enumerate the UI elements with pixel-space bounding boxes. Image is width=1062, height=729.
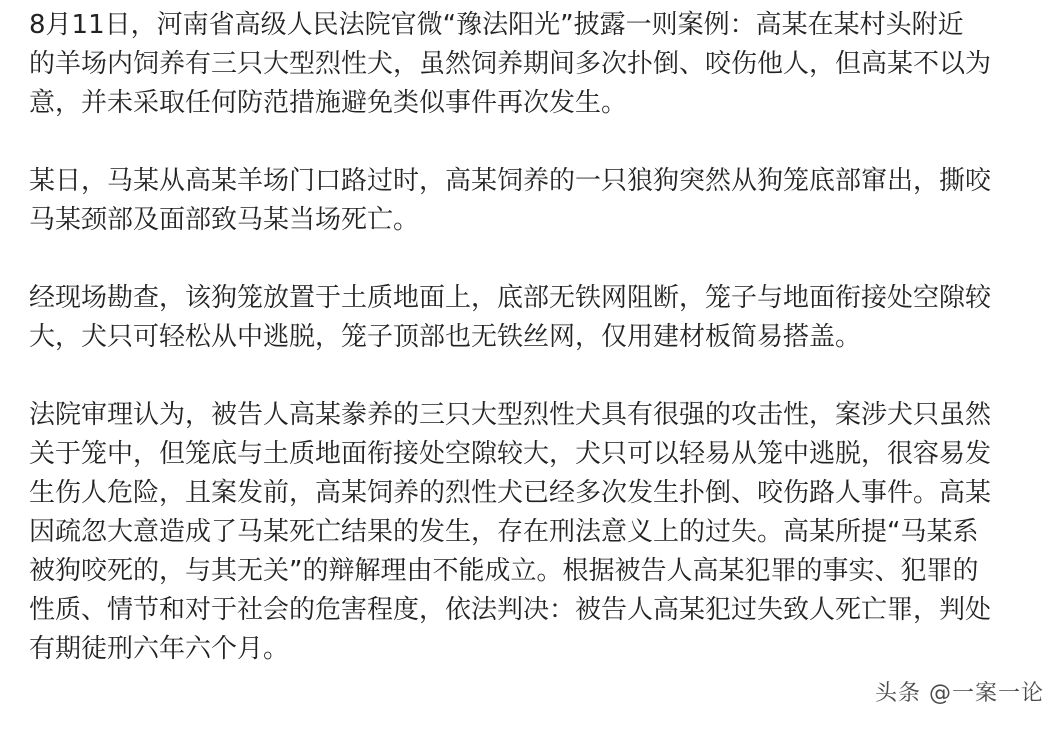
text-line: 某日，马某从高某羊场门口路过时，高某饲养的一只狼狗突然从狗笼底部窜出，撕咬 (29, 166, 992, 196)
text-line: 关于笼中，但笼底与土质地面衔接处空隙较大，犬只可以轻易从笼中逃脱，很容易发 (29, 439, 992, 469)
text-line: 经现场勘查，该狗笼放置于土质地面上，底部无铁网阻断，笼子与地面衔接处空隙较 (29, 283, 992, 313)
text-line: 性质、情节和对于社会的危害程度，依法判决：被告人高某犯过失致人死亡罪，判处 (29, 595, 992, 625)
text-line: 因疏忽大意造成了马某死亡结果的发生，存在刑法意义上的过失。高某所提“马某系 (29, 517, 979, 547)
paragraph-spacer (29, 357, 1053, 396)
paragraph-3 (29, 279, 1053, 357)
paragraph-1 (29, 6, 1053, 123)
text-line: 有期徒刑六年六个月。 (29, 634, 290, 664)
text-line: 8月11日，河南省高级人民法院官微“豫法阳光”披露一则案例：高某在某村头附近 (29, 10, 964, 40)
text-line: 马某颈部及面部致马某当场死亡。 (29, 205, 420, 235)
text-line: 法院审理认为，被告人高某豢养的三只大型烈性犬具有很强的攻击性，案涉犬只虽然 (29, 400, 992, 430)
paragraph-spacer (29, 123, 1053, 162)
text-line: 生伤人危险，且案发前，高某饲养的烈性犬已经多次发生扑倒、咬伤路人事件。高某 (29, 478, 992, 508)
text-line: 被狗咬死的，与其无关”的辩解理由不能成立。根据被告人高某犯罪的事实、犯罪的 (29, 556, 979, 586)
text-line: 大，犬只可轻松从中逃脱，笼子顶部也无铁丝网，仅用建材板简易搭盖。 (29, 322, 862, 352)
text-line: 的羊场内饲养有三只大型烈性犬，虽然饲养期间多次扑倒、咬伤他人，但高某不以为 (29, 49, 992, 79)
text-line: 意，并未采取任何防范措施避免类似事件再次发生。 (29, 88, 628, 118)
paragraph-4 (29, 396, 1053, 669)
article-body (29, 6, 1053, 669)
paragraph-2 (29, 162, 1053, 240)
paragraph-spacer (29, 240, 1053, 279)
source-watermark: 头条 @一案一论 (875, 681, 1044, 706)
